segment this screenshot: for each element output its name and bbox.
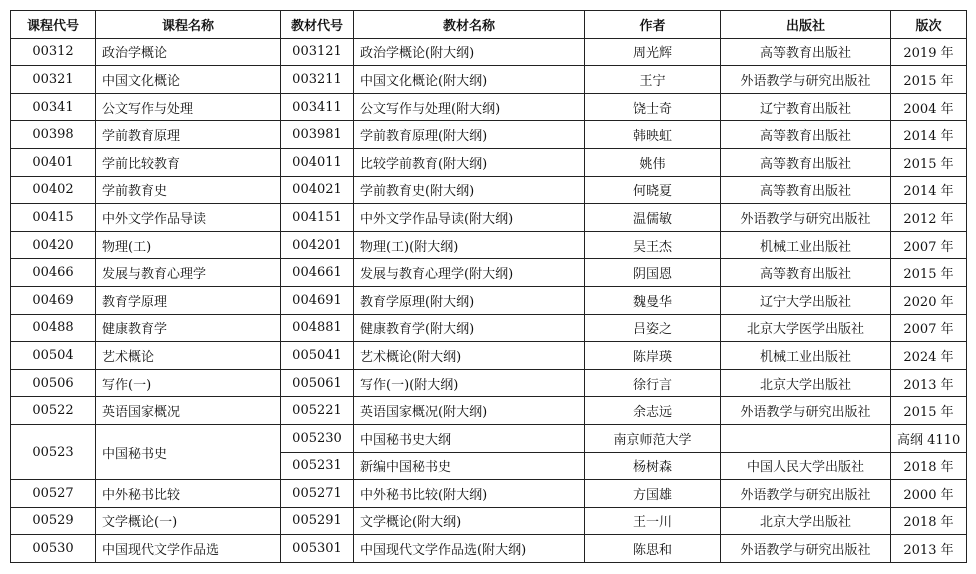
book-name-cell: 中外秘书比较(附大纲) — [354, 480, 585, 508]
course-code-cell: 00529 — [11, 507, 96, 535]
publisher-cell: 辽宁大学出版社 — [721, 286, 891, 314]
edition-cell: 2013 年 — [891, 369, 967, 397]
book-name-cell: 政治学概论(附大纲) — [354, 38, 585, 66]
author-cell: 饶士奇 — [585, 93, 721, 121]
course-name-cell: 学前教育原理 — [96, 121, 281, 149]
book-name-cell: 写作(一)(附大纲) — [354, 369, 585, 397]
book-code-cell: 003121 — [281, 38, 354, 66]
course-code-cell: 00522 — [11, 397, 96, 425]
course-code-cell: 00469 — [11, 286, 96, 314]
table-row — [11, 342, 967, 370]
table-row — [11, 535, 967, 563]
course-code-cell: 00312 — [11, 38, 96, 66]
edition-cell: 2007 年 — [891, 231, 967, 259]
publisher-cell: 高等教育出版社 — [721, 148, 891, 176]
course-name-cell: 中国现代文学作品选 — [96, 535, 281, 563]
table-row — [11, 38, 967, 66]
publisher-cell: 北京大学出版社 — [721, 369, 891, 397]
table-row — [11, 424, 967, 452]
book-name-cell: 新编中国秘书史 — [354, 452, 585, 480]
table-row — [11, 176, 967, 204]
course-name-cell: 健康教育学 — [96, 314, 281, 342]
edition-cell: 2015 年 — [891, 66, 967, 94]
book-code-cell: 005301 — [281, 535, 354, 563]
edition-cell: 2013 年 — [891, 535, 967, 563]
course-code-cell: 00401 — [11, 148, 96, 176]
table-row — [11, 369, 967, 397]
course-name-cell: 艺术概论 — [96, 342, 281, 370]
author-cell: 何晓夏 — [585, 176, 721, 204]
book-code-cell: 005291 — [281, 507, 354, 535]
book-code-cell: 005231 — [281, 452, 354, 480]
book-code-cell: 004881 — [281, 314, 354, 342]
author-cell: 阴国恩 — [585, 259, 721, 287]
publisher-cell: 高等教育出版社 — [721, 38, 891, 66]
course-code-cell: 00402 — [11, 176, 96, 204]
course-name-cell: 公文写作与处理 — [96, 93, 281, 121]
book-name-cell: 中外文学作品导读(附大纲) — [354, 204, 585, 232]
author-cell: 南京师范大学 — [585, 424, 721, 452]
header-author: 作者 — [585, 11, 721, 39]
course-code-cell: 00488 — [11, 314, 96, 342]
course-code-cell: 00321 — [11, 66, 96, 94]
course-code-cell: 00341 — [11, 93, 96, 121]
publisher-cell: 辽宁教育出版社 — [721, 93, 891, 121]
author-cell: 徐行言 — [585, 369, 721, 397]
table-row — [11, 286, 967, 314]
book-code-cell: 005041 — [281, 342, 354, 370]
publisher-cell: 外语教学与研究出版社 — [721, 204, 891, 232]
edition-cell: 2018 年 — [891, 507, 967, 535]
book-code-cell: 003411 — [281, 93, 354, 121]
edition-cell: 2012 年 — [891, 204, 967, 232]
book-name-cell: 物理(工)(附大纲) — [354, 231, 585, 259]
book-name-cell: 健康教育学(附大纲) — [354, 314, 585, 342]
book-code-cell: 004691 — [281, 286, 354, 314]
book-code-cell: 005271 — [281, 480, 354, 508]
publisher-cell: 机械工业出版社 — [721, 342, 891, 370]
publisher-cell: 机械工业出版社 — [721, 231, 891, 259]
author-cell: 王一川 — [585, 507, 721, 535]
publisher-cell: 外语教学与研究出版社 — [721, 480, 891, 508]
book-name-cell: 中国现代文学作品选(附大纲) — [354, 535, 585, 563]
table-row — [11, 397, 967, 425]
book-code-cell: 004201 — [281, 231, 354, 259]
author-cell: 陈思和 — [585, 535, 721, 563]
publisher-cell: 外语教学与研究出版社 — [721, 535, 891, 563]
book-code-cell: 003981 — [281, 121, 354, 149]
book-code-cell: 004151 — [281, 204, 354, 232]
table-row — [11, 480, 967, 508]
author-cell: 余志远 — [585, 397, 721, 425]
book-code-cell: 005221 — [281, 397, 354, 425]
author-cell: 魏曼华 — [585, 286, 721, 314]
table-row — [11, 121, 967, 149]
course-name-cell: 写作(一) — [96, 369, 281, 397]
course-name-cell: 教育学原理 — [96, 286, 281, 314]
course-code-cell: 00466 — [11, 259, 96, 287]
header-book-code: 教材代号 — [281, 11, 354, 39]
header-course-name: 课程名称 — [96, 11, 281, 39]
edition-cell: 高纲 4110 — [891, 424, 967, 452]
edition-cell: 2004 年 — [891, 93, 967, 121]
publisher-cell: 外语教学与研究出版社 — [721, 66, 891, 94]
course-name-cell: 中国秘书史 — [96, 424, 281, 479]
book-name-cell: 教育学原理(附大纲) — [354, 286, 585, 314]
course-code-cell: 00527 — [11, 480, 96, 508]
table-row — [11, 231, 967, 259]
edition-cell: 2014 年 — [891, 176, 967, 204]
author-cell: 陈岸瑛 — [585, 342, 721, 370]
edition-cell: 2018 年 — [891, 452, 967, 480]
course-code-cell: 00398 — [11, 121, 96, 149]
header-book-name: 教材名称 — [354, 11, 585, 39]
course-name-cell: 发展与教育心理学 — [96, 259, 281, 287]
table-body — [11, 38, 967, 562]
book-code-cell: 005230 — [281, 424, 354, 452]
edition-cell: 2014 年 — [891, 121, 967, 149]
publisher-cell: 高等教育出版社 — [721, 121, 891, 149]
course-name-cell: 英语国家概况 — [96, 397, 281, 425]
edition-cell: 2024 年 — [891, 342, 967, 370]
table-row — [11, 314, 967, 342]
publisher-cell: 高等教育出版社 — [721, 259, 891, 287]
book-name-cell: 比较学前教育(附大纲) — [354, 148, 585, 176]
author-cell: 姚伟 — [585, 148, 721, 176]
book-code-cell: 004021 — [281, 176, 354, 204]
publisher-cell: 北京大学医学出版社 — [721, 314, 891, 342]
table-row — [11, 259, 967, 287]
publisher-cell — [721, 424, 891, 452]
book-name-cell: 发展与教育心理学(附大纲) — [354, 259, 585, 287]
course-name-cell: 文学概论(一) — [96, 507, 281, 535]
publisher-cell: 外语教学与研究出版社 — [721, 397, 891, 425]
author-cell: 吴王杰 — [585, 231, 721, 259]
publisher-cell: 北京大学出版社 — [721, 507, 891, 535]
edition-cell: 2007 年 — [891, 314, 967, 342]
table-row — [11, 507, 967, 535]
author-cell: 吕姿之 — [585, 314, 721, 342]
header-publisher: 出版社 — [721, 11, 891, 39]
edition-cell: 2015 年 — [891, 259, 967, 287]
book-code-cell: 004661 — [281, 259, 354, 287]
book-name-cell: 英语国家概况(附大纲) — [354, 397, 585, 425]
header-course-code: 课程代号 — [11, 11, 96, 39]
edition-cell: 2020 年 — [891, 286, 967, 314]
course-name-cell: 学前比较教育 — [96, 148, 281, 176]
textbook-table — [10, 10, 967, 563]
edition-cell: 2015 年 — [891, 148, 967, 176]
edition-cell: 2000 年 — [891, 480, 967, 508]
author-cell: 方国雄 — [585, 480, 721, 508]
author-cell: 周光辉 — [585, 38, 721, 66]
book-name-cell: 文学概论(附大纲) — [354, 507, 585, 535]
book-name-cell: 中国秘书史大纲 — [354, 424, 585, 452]
book-code-cell: 003211 — [281, 66, 354, 94]
table-row — [11, 66, 967, 94]
book-name-cell: 中国文化概论(附大纲) — [354, 66, 585, 94]
author-cell: 韩映虹 — [585, 121, 721, 149]
publisher-cell: 高等教育出版社 — [721, 176, 891, 204]
course-code-cell: 00420 — [11, 231, 96, 259]
course-code-cell: 00506 — [11, 369, 96, 397]
course-code-cell: 00523 — [11, 424, 96, 479]
author-cell: 王宁 — [585, 66, 721, 94]
course-name-cell: 学前教育史 — [96, 176, 281, 204]
book-code-cell: 004011 — [281, 148, 354, 176]
header-edition: 版次 — [891, 11, 967, 39]
textbook-table-container — [10, 10, 967, 563]
course-name-cell: 中国文化概论 — [96, 66, 281, 94]
table-row — [11, 93, 967, 121]
course-name-cell: 中外秘书比较 — [96, 480, 281, 508]
course-name-cell: 物理(工) — [96, 231, 281, 259]
book-name-cell: 学前教育原理(附大纲) — [354, 121, 585, 149]
book-name-cell: 学前教育史(附大纲) — [354, 176, 585, 204]
author-cell: 温儒敏 — [585, 204, 721, 232]
edition-cell: 2015 年 — [891, 397, 967, 425]
course-name-cell: 政治学概论 — [96, 38, 281, 66]
course-name-cell: 中外文学作品导读 — [96, 204, 281, 232]
book-code-cell: 005061 — [281, 369, 354, 397]
publisher-cell: 中国人民大学出版社 — [721, 452, 891, 480]
book-name-cell: 艺术概论(附大纲) — [354, 342, 585, 370]
edition-cell: 2019 年 — [891, 38, 967, 66]
course-code-cell: 00415 — [11, 204, 96, 232]
header-row — [11, 11, 967, 39]
book-name-cell: 公文写作与处理(附大纲) — [354, 93, 585, 121]
course-code-cell: 00504 — [11, 342, 96, 370]
table-row — [11, 204, 967, 232]
table-row — [11, 148, 967, 176]
course-code-cell: 00530 — [11, 535, 96, 563]
author-cell: 杨树森 — [585, 452, 721, 480]
